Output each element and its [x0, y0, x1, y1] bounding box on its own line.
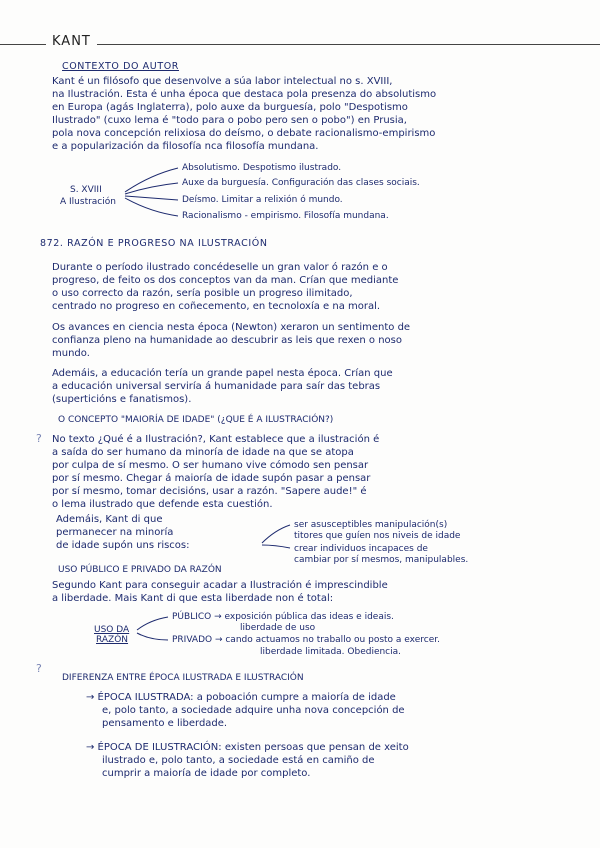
reason-use-subheading: USO PÚBLICO E PRIVADO DA RAZÓN — [58, 565, 222, 575]
paragraph-line: a saída do ser humano da minoría de idade na que se atopa — [52, 447, 354, 458]
page-title: KANT — [46, 34, 97, 49]
context-line: pola nova concepción relixiosa do deísmo, o debate racionalismo-empirismo — [52, 128, 436, 139]
scheme-label-century: S. XVIII — [70, 185, 102, 195]
epoch-line: pensamento e liberdade. — [102, 718, 228, 729]
risk-item: ser asusceptibles manipulación(s) — [294, 520, 448, 530]
context-line: e a popularización da filosofía nca filosofía mundana. — [52, 141, 319, 152]
margin-mark: ? — [36, 662, 42, 675]
paragraph-line: por sí mesmo. Chegar á maioría de idade supón pasar a pensar — [52, 473, 371, 484]
paragraph-line: o uso correcto da razón, sería posible un progreso ilimitado, — [52, 288, 353, 299]
scheme-item: Racionalismo - empirismo. Filosofía mundana. — [182, 211, 389, 221]
majority-age-subheading: O CONCEPTO "MAIORÍA DE IDADE" (¿QUE É A ILUSTRACIÓN?) — [58, 415, 334, 425]
risk-item: crear individuos incapaces de — [294, 544, 428, 554]
reason-use-label: USO DA — [94, 625, 130, 635]
paragraph-line: (superticións e fanatismos). — [52, 394, 192, 405]
reason-use-label: RAZÓN — [96, 635, 129, 645]
paragraph-line: a educación universal serviría á humanidade para saír das tebras — [52, 381, 381, 392]
paragraph-line: confianza pleno na humanidade ao descubrir as leis que rexen o noso — [52, 335, 403, 346]
epoch-line: cumprir a maioría de idade por completo. — [102, 768, 311, 779]
paragraph-line: a liberdade. Mais Kant di que esta liberdade non é total: — [52, 593, 334, 604]
paragraph-line: por sí mesmo, tomar decisións, usar a razón. "Sapere aude!" é — [52, 486, 367, 497]
paragraph-line: progreso, de feito os dos conceptos van da man. Crían que mediante — [52, 275, 399, 286]
scheme-item: Deísmo. Limitar a relixión ó mundo. — [182, 195, 343, 205]
risks-intro-line: permanecer na minoría — [56, 527, 174, 538]
context-heading: CONTEXTO DO AUTOR — [62, 61, 180, 72]
margin-mark: ? — [36, 432, 42, 445]
risks-intro-line: Ademáis, Kant di que — [56, 514, 163, 525]
private-use-note: liberdade limitada. Obediencia. — [260, 647, 402, 657]
context-line: Ilustrado" (cuxo lema é "todo para o pobo pero sen o pobo") en Prusia, — [52, 115, 407, 126]
public-use: PÚBLICO → exposición pública das ideas e ideais. — [172, 612, 394, 622]
reason-progress-heading: 872. RAZÓN E PROGRESO NA ILUSTRACIÓN — [40, 238, 268, 249]
epoch-line: e, polo tanto, a sociedade adquire unha nova concepción de — [102, 705, 405, 716]
epoch-line: ilustrado e, polo tanto, a sociedade está en camiño de — [102, 755, 375, 766]
paragraph-line: mundo. — [52, 348, 90, 359]
paragraph-line: Segundo Kant para conseguir acadar a Ilustración é imprescindible — [52, 580, 388, 591]
risks-intro-line: de idade supón uns riscos: — [56, 540, 190, 551]
scheme-label-ilustracion: A Ilustración — [60, 197, 116, 207]
paragraph-line: Ademáis, a educación tería un grande papel nesta época. Crían que — [52, 368, 393, 379]
risk-item: titores que guíen nos niveis de idade — [294, 531, 461, 541]
context-line: en Europa (agás Inglaterra), polo auxe da burguesía, polo "Despotismo — [52, 102, 408, 113]
epoch-line: → ÉPOCA DE ILUSTRACIÓN: existen persoas que pensan de xeito — [86, 742, 409, 753]
scheme-item: Absolutismo. Despotismo ilustrado. — [182, 163, 342, 173]
epoch-line: → ÉPOCA ILUSTRADA: a poboación cumpre a maioría de idade — [86, 692, 396, 703]
risk-item: cambiar por sí mesmos, manipulables. — [294, 555, 469, 565]
private-use: PRIVADO → cando actuamos no traballo ou posto a exercer. — [172, 635, 440, 645]
paragraph-line: No texto ¿Qué é a Ilustración?, Kant establece que a ilustración é — [52, 434, 380, 445]
paragraph-line: Durante o período ilustrado concédeselle un gran valor ó razón e o — [52, 262, 388, 273]
paragraph-line: o lema ilustrado que defende esta cuestión. — [52, 499, 273, 510]
epoch-difference-subheading: DIFERENZA ENTRE ÉPOCA ILUSTRADA E ILUSTRACIÓN — [62, 673, 304, 683]
scheme-item: Auxe da burguesía. Configuración das clases sociais. — [182, 178, 420, 188]
context-line: Kant é un filósofo que desenvolve a súa labor intelectual no s. XVIII, — [52, 76, 393, 87]
paragraph-line: por culpa de sí mesmo. O ser humano vive cómodo sen pensar — [52, 460, 369, 471]
paragraph-line: Os avances en ciencia nesta época (Newton) xeraron un sentimento de — [52, 322, 411, 333]
paragraph-line: centrado no progreso en coñecemento, en tecnoloxía e na moral. — [52, 301, 381, 312]
context-line: na Ilustración. Esta é unha época que destaca pola presenza do absolutismo — [52, 89, 437, 100]
public-use-note: liberdade de uso — [240, 623, 316, 633]
